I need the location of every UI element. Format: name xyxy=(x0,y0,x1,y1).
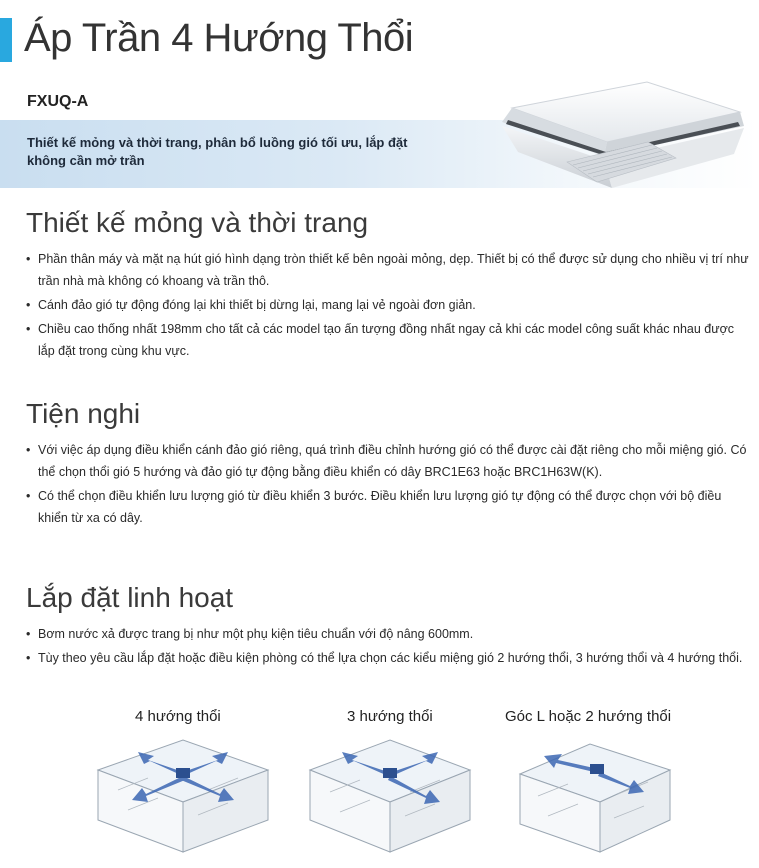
section-heading-installation: Lắp đặt linh hoạt xyxy=(26,582,234,613)
title-accent-bar xyxy=(0,18,12,62)
section-heading-design: Thiết kế mỏng và thời trang xyxy=(26,207,369,238)
diagram-l-corner-image xyxy=(510,730,680,855)
list-item: • Tùy theo yêu cầu lắp đặt hoặc điều kiện phòng có thể lựa chọn các kiểu miệng gió 2 hướng thổi, 3 hướng thổi và 4 hướng thổi. xyxy=(26,647,751,669)
tagline-text: Thiết kế mỏng và thời trang, phân bổ luồng gió tối ưu, lắp đặt không cần mở trần xyxy=(27,135,408,168)
list-item: • Chiều cao thống nhất 198mm cho tất cả các model tạo ấn tượng đồng nhất ngay cả khi các model công suất khác nhau được lắp đặt trong cùng khu vực. xyxy=(26,318,751,362)
list-item: • Phần thân máy và mặt nạ hút gió hình dạng tròn thiết kế bên ngoài mỏng, dẹp. Thiết bị có thể được sử dụng cho nhiều vị trí như trần nhà mà không có khoang và trần thô. xyxy=(26,248,751,292)
ceiling-unit-image xyxy=(472,70,752,200)
section-list-design xyxy=(26,248,751,364)
diagram-4way-image xyxy=(88,730,278,855)
section-list-installation xyxy=(26,623,751,671)
diagram-3way-image xyxy=(300,730,480,855)
list-item: • Cánh đảo gió tự động đóng lại khi thiết bị dừng lại, mang lại vẻ ngoài đơn giản. xyxy=(26,294,751,316)
page-title: Áp Trần 4 Hướng Thổi xyxy=(24,16,414,60)
diagram-label-4way: 4 hướng thổi xyxy=(135,708,221,725)
list-item: • Có thể chọn điều khiển lưu lượng gió từ điều khiển 3 bước. Điều khiển lưu lượng gió tự động có thể được chọn với bộ điều khiển từ xa có dây. xyxy=(26,485,751,529)
model-code: FXUQ-A xyxy=(27,93,89,110)
diagram-label-3way: 3 hướng thổi xyxy=(347,708,433,725)
diagram-label-l-corner: Góc L hoặc 2 hướng thổi xyxy=(505,708,672,725)
list-item: • Bơm nước xả được trang bị như một phụ kiện tiêu chuẩn với độ nâng 600mm. xyxy=(26,623,751,645)
section-list-comfort xyxy=(26,439,751,531)
list-item: • Với việc áp dụng điều khiển cánh đảo gió riêng, quá trình điều chỉnh hướng gió có thể được cài đặt riêng cho mỗi miệng gió. Có thể chọn thổi gió 5 hướng và đảo gió tự động bằng điều khiển có dây BRC1E63 hoặc BRC1H63W(K). xyxy=(26,439,751,483)
section-heading-comfort: Tiện nghi xyxy=(26,398,141,429)
